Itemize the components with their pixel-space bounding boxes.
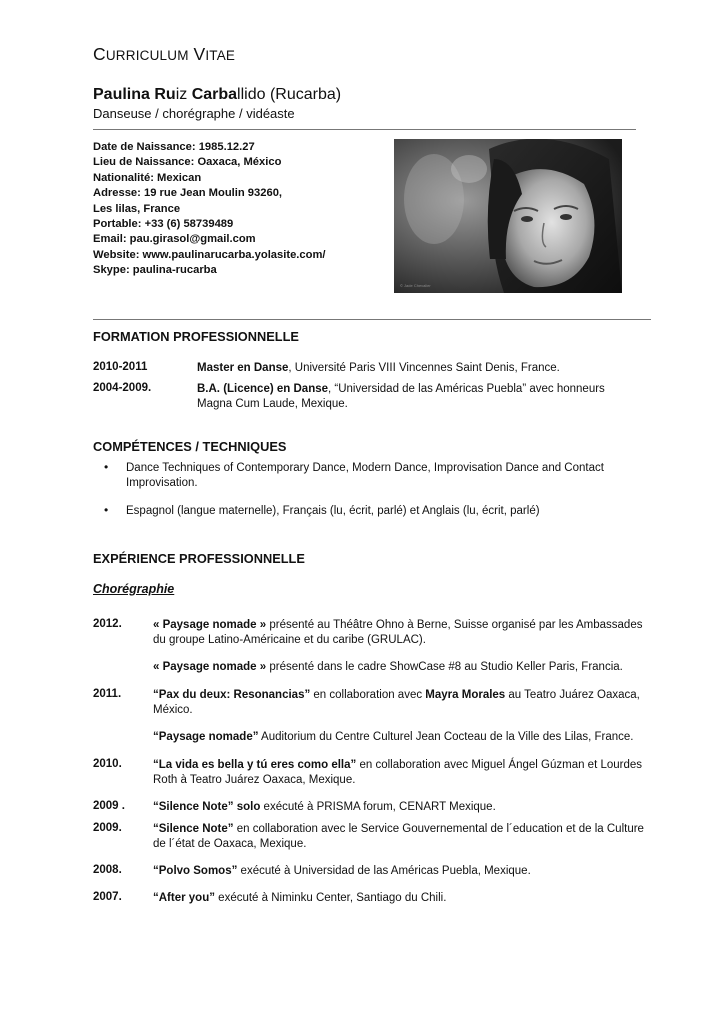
info-line: Lieu de Naissance: Oaxaca, México bbox=[93, 156, 282, 169]
bullet-icon: • bbox=[104, 460, 109, 474]
experience-year: 2011. bbox=[93, 688, 122, 700]
personal-info bbox=[93, 140, 326, 279]
experience-entry: “Polvo Somos” exécuté à Universidad de las Américas Puebla, Mexique. bbox=[153, 865, 531, 877]
info-line: Email: pau.girasol@gmail.com bbox=[93, 233, 256, 246]
formation-entry: B.A. (Licence) en Danse, “Universidad de las Américas Puebla” avec honneurs Magna Cum Laude, Mexique. bbox=[197, 383, 605, 410]
section-title-experience: EXPÉRIENCE PROFESSIONNELLE bbox=[93, 551, 305, 566]
experience-entry: “La vida es bella y tú eres como ella” en collaboration avec Miguel Ángel Gúzman et Lourdes Roth à Teatro Juárez Oaxaca, Mexique. bbox=[153, 759, 643, 786]
photo-credit: © Jade Chevalier bbox=[400, 283, 431, 288]
competence-item: Dance Techniques of Contemporary Dance, Modern Dance, Improvisation Dance and Contact Improvisation. bbox=[126, 462, 604, 489]
experience-entry: “Silence Note” solo exécuté à PRISMA forum, CENART Mexique. bbox=[153, 801, 496, 813]
document-title: CURRICULUM VITAE bbox=[93, 44, 236, 64]
experience-entry: “After you” exécuté à Niminku Center, Santiago du Chili. bbox=[153, 892, 447, 904]
section-title-formation: FORMATION PROFESSIONNELLE bbox=[93, 329, 299, 344]
portrait-photo bbox=[394, 139, 622, 293]
formation-entry: Master en Danse, Université Paris VIII Vincennes Saint Denis, France. bbox=[197, 362, 560, 374]
info-line: Adresse: 19 rue Jean Moulin 93260, bbox=[93, 187, 283, 200]
experience-entry: « Paysage nomade » présenté dans le cadre ShowCase #8 au Studio Keller Paris, Francia. bbox=[153, 661, 623, 673]
experience-year: 2009 . bbox=[93, 800, 125, 812]
header-divider bbox=[93, 129, 636, 130]
experience-entry: « Paysage nomade » présenté au Théâtre Ohno à Berne, Suisse organisé par les Ambassades du groupe Latino-Américaine et du caribe (GRULAC). bbox=[153, 619, 643, 646]
person-name: Paulina Ruiz Carballido (Rucarba) bbox=[93, 86, 342, 103]
info-line: Les lilas, France bbox=[93, 202, 181, 215]
info-line: Date de Naissance: 1985.12.27 bbox=[93, 141, 255, 153]
info-line: Website: www.paulinarucarba.yolasite.com/ bbox=[93, 248, 326, 261]
formation-year: 2004-2009. bbox=[93, 382, 152, 394]
person-role: Danseuse / chorégraphe / vidéaste bbox=[93, 106, 295, 121]
experience-year: 2009. bbox=[93, 822, 122, 834]
experience-year: 2010. bbox=[93, 758, 122, 770]
experience-entry: “Paysage nomade” Auditorium du Centre Culturel Jean Cocteau de la Ville des Lilas, France. bbox=[153, 731, 634, 743]
bullet-icon: • bbox=[104, 503, 109, 517]
info-divider bbox=[93, 319, 651, 320]
competence-item: Espagnol (langue maternelle), Français (lu, écrit, parlé) et Anglais (lu, écrit, parlé) bbox=[126, 505, 540, 517]
experience-year: 2007. bbox=[93, 891, 122, 903]
experience-entry: “Silence Note” en collaboration avec le Service Gouvernemental de l´education et de la Culture de l´état de Oaxaca, Mexique. bbox=[153, 823, 644, 850]
experience-entry: “Pax du deux: Resonancias” en collaboration avec Mayra Morales au Teatro Juárez Oaxaca, México. bbox=[153, 689, 640, 716]
info-line: Nationalité: Mexican bbox=[93, 171, 202, 184]
experience-year: 2008. bbox=[93, 864, 122, 876]
experience-year: 2012. bbox=[93, 618, 122, 630]
info-line: Skype: paulina-rucarba bbox=[93, 264, 217, 277]
formation-year: 2010-2011 bbox=[93, 361, 148, 373]
section-title-competences: COMPÉTENCES / TECHNIQUES bbox=[93, 439, 287, 454]
subsection-title-choregraphie: Chorégraphie bbox=[93, 582, 175, 596]
info-line: Portable: +33 (6) 58739489 bbox=[93, 218, 234, 231]
